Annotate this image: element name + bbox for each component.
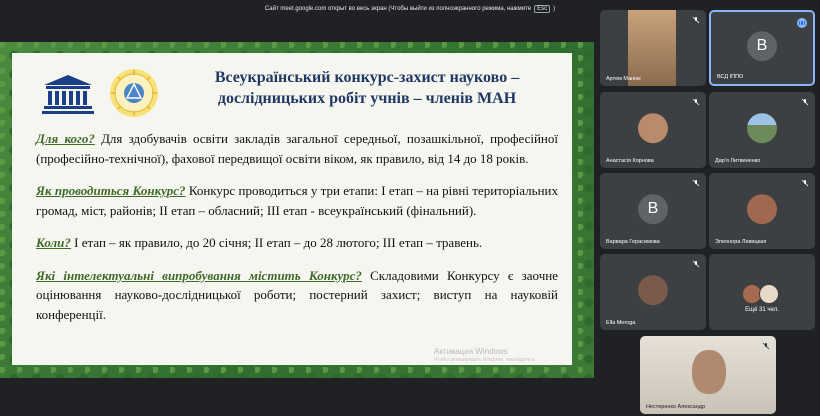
presentation-stage[interactable] [0,42,594,378]
participant-tile-5[interactable] [600,173,706,249]
question-tests: Які інтелектуальні випробування містить Конкурс? [36,267,362,283]
participant-avatar: В [747,31,777,61]
participant-video [628,10,676,86]
participant-avatar [638,275,668,305]
more-participants-tile[interactable] [709,254,815,330]
man-academy-logo [108,67,160,119]
answer-tests: Складовими Конкурсу є заочне оцінювання науково-дослідницької роботи; постерний захист; виступ на науковій конференції. [36,267,558,322]
participant-name: ВСД ІППО [717,74,744,80]
participant-tile-6[interactable] [709,173,815,249]
fullscreen-banner-text: Сайт meet.google.com открыт во весь экран (Чтобы выйти из полноэкранного режима, нажмите [264,6,532,12]
slide-paragraph-3 [36,233,558,253]
participant-name: Элеонора Левицкая [715,239,767,245]
slide-title-line-1: Всеукраїнський конкурс-захист науково – [214,69,520,86]
participant-tile-2[interactable] [709,10,815,86]
windows-activation-watermark: Активация Windows [434,347,508,356]
question-how: Як проводиться Конкурс? [36,183,186,198]
mic-off-icon [692,16,700,24]
participant-name: Варвара Герасимова [606,239,660,245]
mic-off-icon [692,260,700,268]
participant-avatar: В [638,194,668,224]
question-when: Коли? [36,235,71,250]
participant-avatar [747,113,777,143]
slide-title-line-2: дослідницьких робіт учнів – членів МАН [217,90,517,107]
more-participants-count: Ещё 31 чел. [745,307,779,313]
slide-body [36,129,558,337]
esc-key-hint: Esc [534,5,550,13]
slide-paragraph-2 [36,181,558,220]
participant-face [692,350,726,394]
participant-name: Ella Meroga [606,320,636,326]
participant-tile-1[interactable] [600,10,706,86]
participant-tile-7[interactable] [600,254,706,330]
windows-activation-hint: Чтобы активировать Windows, перейдите в [434,357,535,363]
more-participants-avatars [745,284,779,304]
answer-how: Конкурс проводиться у три етапи: І етап – на рівні територіальних громад, міст, районів; ІІ етап – обласний; ІІІ етап - всеукраїнський (фінальний). [36,183,559,218]
avatar [759,284,779,304]
question-who: Для кого? [36,131,95,146]
participant-avatar [747,194,777,224]
answer-when: І етап – як правило, до 20 січня; ІІ етап – до 28 лютого; ІІІ етап – травень. [70,235,483,250]
unesco-logo [40,73,96,117]
participant-tile-3[interactable] [600,92,706,168]
participant-name: Дар'я Литвиненко [715,158,761,164]
slide-paragraph-4 [36,266,558,325]
slide-paragraph-1 [36,129,558,168]
mic-off-icon [801,98,809,106]
slide-title [172,67,562,109]
self-view-tile[interactable] [640,336,776,414]
answer-who: Для здобувачів освіти закладів загальної середньої, позашкільної, професійної (професійно-технічної), фахової передвищої освіти віком, як правило, від 14 до 18 років. [36,131,558,166]
fullscreen-banner-text-end: ) [553,6,556,12]
participant-avatar [638,113,668,143]
participant-name: Нестеренко Александр [646,404,706,410]
participant-name: Артем Манюк [606,76,641,82]
presentation-slide [12,53,572,365]
mic-off-icon [692,98,700,106]
participant-tile-4[interactable] [709,92,815,168]
mic-off-icon [801,179,809,187]
mic-off-icon [692,179,700,187]
participant-name: Анастасія Корнова [606,158,654,164]
mic-off-icon [762,342,770,350]
speaking-indicator-icon [797,18,807,28]
